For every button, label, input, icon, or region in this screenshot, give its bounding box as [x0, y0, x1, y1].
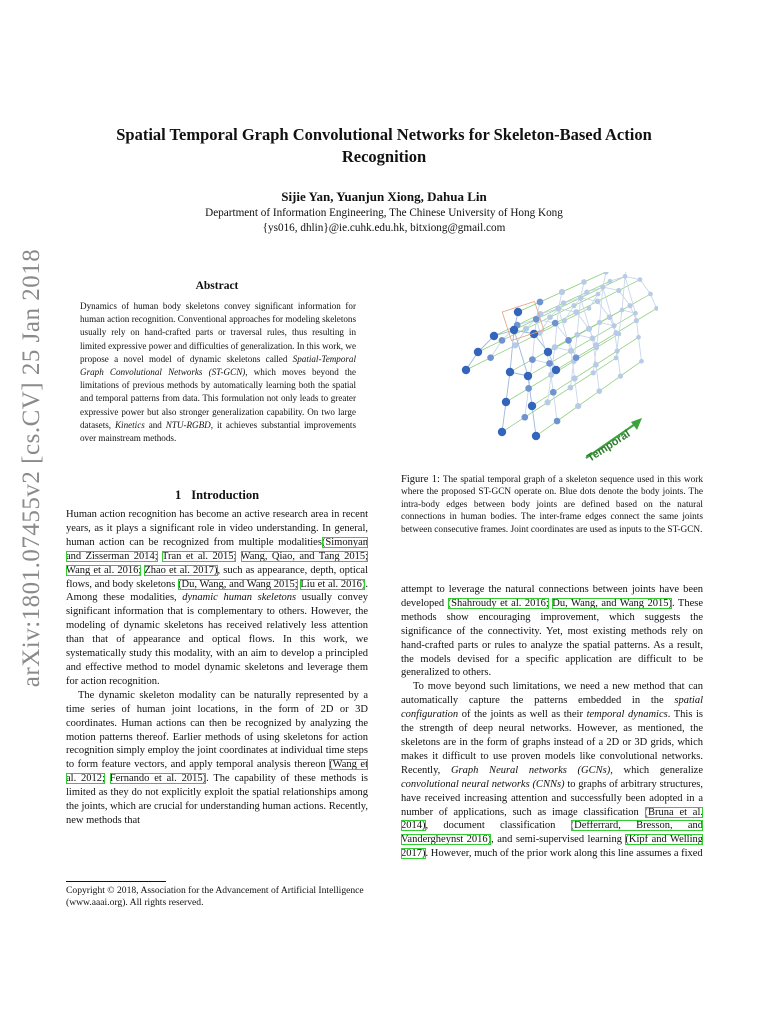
joint-dot — [638, 277, 643, 282]
joint-dot — [462, 366, 470, 374]
email-line: {ys016, dhlin}@ie.cuhk.edu.hk, bitxiong@gmail.com — [262, 222, 506, 234]
joint-dot — [595, 299, 601, 305]
joint-dot — [568, 385, 574, 391]
citation-link[interactable]: Zhao et al. 2017) — [144, 564, 218, 576]
joint-dot — [586, 326, 592, 332]
section-heading-introduction: 1 Introduction — [174, 488, 260, 502]
joint-dot — [552, 344, 558, 350]
graph-edge — [506, 372, 510, 402]
joint-dot — [545, 399, 551, 405]
joint-dot — [611, 323, 616, 328]
graph-edge — [636, 313, 639, 337]
joint-dot — [506, 368, 514, 376]
joint-dot — [499, 337, 506, 344]
joint-dot — [590, 335, 596, 341]
joint-dot — [521, 414, 528, 421]
joint-dot — [607, 314, 613, 320]
joint-dot — [544, 348, 552, 356]
joint-dot — [627, 303, 632, 308]
right-paragraph-2: To move beyond such limitations, we need a new method that can automatically capture the patterns embedded in the spatial configuration of the joints as well as their temporal dynamics. This is the strength of deep neural networks. However, as mentioned, the skeletons are in the form of graphs instead of a 2D or 3D grids, which makes it difficult to use proven models like convolutional networks. Recently, Graph Neural networks (GCNs), which generalize convolutional neural networks (CNNs) to graphs of arbitrary structures, have received increasing attention and successfully been adopted in a number of applications, such as image classification (Bruna et al. 2014), document classification (Defferrard, Bresson, and Vandergheynst 2016), and semi-supervised learning (Kipf and Welling 2017). However, much of the prior work along this line assumes a fixed — [401, 681, 704, 860]
citation-link[interactable]: (Kipf and Welling 2017) — [401, 834, 704, 860]
graph-edge — [636, 308, 656, 320]
joint-dot — [502, 398, 510, 406]
citation-link[interactable]: (Bruna et al. 2014) — [401, 806, 704, 832]
citation-link[interactable]: (Shahroudy et al. 2016; — [447, 597, 549, 609]
figure-1-graph — [448, 272, 658, 468]
joint-dot — [528, 402, 536, 410]
right-paragraph-1: attempt to leverage the natural connections between joints have been developed (Shahroudy et al. 2016; Du, Wang, and Wang 2015). These methods show encouraging improvement, which suggests the significance of the connectivity. Yet, most existing methods rely on hand-crafted parts or rules to analyze the spatial patterns. As a result, the models devised for a specific application are difficult to be generalized to others. — [401, 584, 704, 679]
graph-edge — [620, 361, 641, 376]
figure-1-caption: Figure 1: The spatial temporal graph of a skeleton sequence used in this work where the proposed ST-GCN operate on. Blue dots denote the body joints. The intra-body edges between body joints are defined based on the natural connections in human bodies. The inter-frame edges connect the same joints between consecutive frames. Joint coordinates are used as inputs to the ST-GCN. — [401, 474, 703, 535]
joint-dot — [565, 337, 572, 344]
joint-dot — [550, 389, 557, 396]
joint-dot — [596, 388, 602, 394]
joint-dot — [498, 428, 506, 436]
citation-link[interactable]: Tran et al. 2015; — [161, 550, 237, 562]
graph-edge — [599, 376, 620, 391]
graph-edge — [622, 276, 625, 310]
abstract-body: Dynamics of human body skeletons convey significant information for human action recognition. Conventional approaches for modeling skeletons usually rely on hand-crafted parts or traversal rules, thus resulting in limited expressive power and difficulties of generalization. In this work, we propose a novel model of dynamic skeletons called Spatial-Temporal Graph Convolutional Networks (ST-GCN), which moves beyond the limitations of previous methods by automatically learning both the spatial and temporal patterns from data. This formulation not only leads to greater expressive power but also stronger generalization capability. On two large datasets, Kinetics and NTU-RGBD, it achieves substantial improvements over mainstream methods. — [80, 301, 357, 444]
graph-joints — [462, 272, 658, 440]
joint-dot — [514, 308, 522, 316]
paper-title: Spatial Temporal Graph Convolutional Networks for Skeleton-Based Action Recognition — [116, 125, 652, 166]
joint-dot — [600, 285, 605, 290]
joint-dot — [573, 354, 580, 361]
joint-dot — [490, 332, 498, 340]
joint-dot — [615, 348, 620, 353]
joint-dot — [587, 306, 592, 311]
graph-edge — [617, 351, 620, 376]
graph-edge — [548, 375, 552, 403]
graph-edge — [619, 280, 640, 291]
citation-link[interactable]: Wang, Qiao, and Tang 2015; — [240, 550, 368, 562]
joint-dot — [593, 362, 599, 368]
citation-link[interactable]: (Defferrard, Bresson, and Vandergheynst 2016) — [401, 820, 703, 846]
joint-dot — [529, 356, 536, 363]
graph-edge — [576, 345, 596, 357]
joint-dot — [636, 335, 641, 340]
joint-dot — [532, 432, 540, 440]
joint-dot — [487, 354, 494, 361]
joint-dot — [623, 274, 628, 279]
joint-dot — [648, 292, 653, 297]
graph-edge — [525, 388, 529, 417]
graph-edge — [617, 337, 638, 351]
graph-edge — [614, 313, 636, 326]
joint-dot — [618, 374, 623, 379]
joint-dot — [578, 295, 584, 301]
joint-dot — [633, 311, 638, 316]
joint-dot — [603, 272, 608, 275]
joint-dot — [654, 306, 658, 311]
joint-dot — [591, 370, 596, 375]
joint-dot — [584, 290, 589, 295]
footnote-rule — [66, 881, 166, 882]
citation-link[interactable]: (Simonyan and Zisserman 2014; — [66, 536, 368, 562]
graph-edge — [540, 292, 562, 302]
joint-dot — [575, 403, 581, 409]
joint-dot — [613, 330, 619, 336]
graph-edge — [557, 406, 578, 421]
joint-dot — [524, 372, 532, 380]
intro-paragraph-2: The dynamic skeleton modality can be naturally represented by a time series of human joint locations, in the form of 2D or 3D coordinates. Human actions can then be recognized by analyzing the motion patterns thereof. Earlier methods of using skeletons for action recognition simply employ the joint coordinates at individual time steps to form feature vectors, and apply temporal analysis thereon (Wang et al. 2012; Fernando et al. 2015). The capability of these methods is limited as they do not explicitly exploit the spatial relationships among the joints, which are crucial for understanding human actions. Recently, new methods that — [66, 689, 369, 826]
graph-edge — [593, 338, 596, 364]
citation-link[interactable]: (Du, Wang, and Wang 2015; — [178, 578, 298, 590]
graph-edge — [584, 272, 606, 282]
intro-paragraph-1: Human action recognition has become an active research area in recent years, as it plays a significant role in video understanding. In general, human action can be recognized from multiple modalities(Simonyan and Zisserman 2014; Tran et al. 2015; Wang, Qiao, and Tang 2015; Wang et al. 2016; Zhao et al. 2017), such as appearance, depth, optical flows, and body skeletons (Du, Wang, and Wang 2015; Liu et al. 2016). Among these modalities, dynamic human skeletons usually convey significant information that is complementary to others. However, the modeling of dynamic skeletons has received relatively less attention than that of appearance and optical flows. In this work, we systematically study this modality, with an aim to develop a principled and effective method to model dynamic skeletons and leverage them for action recognition. — [66, 509, 368, 687]
joint-dot — [581, 279, 587, 285]
joint-dot — [572, 375, 578, 381]
joint-dot — [568, 348, 574, 354]
copyright-footnote: Copyright © 2018, Association for the Advancement of Artificial Intelligence (www.aaai.org). All rights reserved. — [66, 885, 364, 909]
citation-link[interactable]: Du, Wang, and Wang 2015) — [552, 597, 673, 609]
graph-edge — [596, 365, 599, 391]
right-column-body — [401, 583, 703, 861]
joint-dot — [597, 320, 602, 325]
graph-edge — [562, 282, 584, 292]
graph-edge — [639, 337, 642, 361]
joint-dot — [546, 360, 553, 367]
arxiv-stamp: arXiv:1801.07455v2 [cs.CV] 25 Jan 2018 — [18, 248, 45, 688]
joint-dot — [596, 292, 601, 297]
graph-edge — [619, 290, 630, 305]
graph-edge — [587, 281, 610, 292]
graph-edge — [578, 391, 599, 406]
joint-dot — [474, 348, 482, 356]
graph-edge — [593, 348, 596, 373]
joint-dot — [593, 342, 599, 348]
graph-edge — [571, 338, 593, 351]
joint-dot — [639, 359, 644, 364]
joint-dot — [616, 288, 621, 293]
graph-edge — [502, 402, 506, 432]
graph-edge — [640, 280, 651, 294]
joint-dot — [552, 366, 560, 374]
joint-dot — [573, 309, 579, 315]
joint-dot — [552, 320, 559, 327]
citation-link[interactable]: Fernando et al. 2015) — [109, 773, 207, 785]
graph-edge — [596, 333, 616, 345]
graph-edge — [610, 276, 625, 281]
joint-dot — [634, 318, 639, 323]
joint-dot — [547, 314, 553, 320]
joint-dot — [559, 289, 565, 295]
graph-edge — [598, 290, 619, 301]
joint-dot — [571, 303, 576, 308]
joint-dot — [574, 332, 580, 338]
authors: Sijie Yan, Yuanjun Xiong, Dahua Lin — [281, 189, 487, 204]
graph-edge — [571, 351, 575, 379]
joint-dot — [554, 418, 561, 425]
citation-link[interactable]: (Wang et al. 2012; — [66, 759, 368, 785]
abstract-heading: Abstract — [195, 280, 239, 292]
graph-edges — [466, 272, 657, 436]
joint-dot — [561, 300, 567, 306]
joint-dot — [555, 305, 561, 311]
affiliation-line: Department of Information Engineering, The Chinese University of Hong Kong — [205, 207, 563, 219]
citation-link[interactable]: Liu et al. 2016) — [300, 578, 366, 590]
joint-dot — [510, 326, 518, 334]
joint-dot — [562, 318, 567, 323]
affiliation — [80, 206, 688, 236]
citation-link[interactable]: Wang et al. 2016; — [66, 564, 142, 576]
joint-dot — [620, 308, 625, 313]
joint-dot — [608, 279, 613, 284]
joint-dot — [523, 326, 529, 332]
joint-dot — [537, 299, 544, 306]
temporal-arrow-head — [631, 418, 642, 430]
joint-dot — [512, 342, 518, 348]
joint-dot — [525, 385, 532, 392]
left-column-body — [66, 508, 368, 828]
joint-dot — [614, 356, 619, 361]
temporal-axis-label: Temporal — [585, 427, 633, 465]
joint-dot — [533, 316, 540, 323]
